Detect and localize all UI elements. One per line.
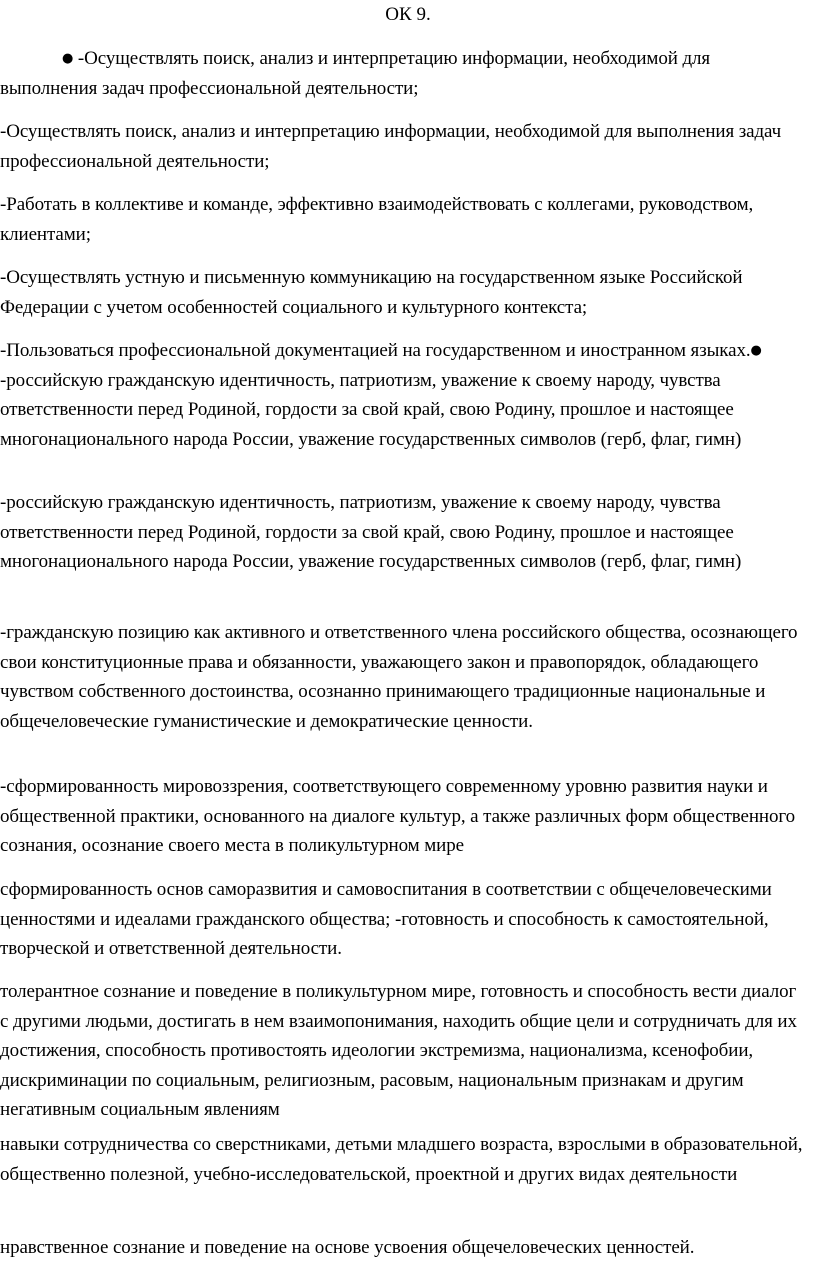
document-heading: ОК 9. [385, 4, 431, 25]
paragraph-10-text: толерантное сознание и поведение в поликультурном мире, готовность и способность вести диалог с другими людьми, достигать в нем взаимопонимания, находить общие цели и сотрудничать для их достижения, способность противостоять идеологии экстремизма, национализма, ксенофобии, дискриминации по социальным, религиозным, расовым, национальным признакам и другим негативным социальным явлениям [0, 981, 797, 1120]
paragraph-12 [0, 1233, 808, 1263]
paragraph-7 [0, 618, 808, 736]
paragraph-8-text: -сформированность мировоззрения, соответствующего современному уровню развития науки и общественной практики, основанного на диалоге культур, а также различных форм общественного сознания, осознание своего места в поликультурном мире [0, 776, 796, 856]
paragraph-3 [0, 190, 808, 249]
paragraph-4-text: -Осуществлять устную и письменную коммуникацию на государственном языке Российской Федерации с учетом особенностей социального и культурного контекста; [0, 267, 743, 318]
paragraph-4 [0, 263, 808, 322]
paragraph-9 [0, 875, 808, 964]
paragraph-2 [0, 117, 808, 176]
paragraph-8 [0, 772, 808, 861]
paragraph-11 [0, 1130, 808, 1189]
paragraph-9-text: сформированность основ саморазвития и самовоспитания в соответствии с общечеловеческими ценностями и идеалами гражданского общества; -готовность и способность к самостоятельной, творческой и ответственной деятельности. [0, 879, 772, 959]
paragraph-10 [0, 977, 808, 1125]
paragraph-11-text: навыки сотрудничества со сверстниками, детьми младшего возраста, взрослыми в образовательной, общественно полезной, учебно-исследовательской, проектной и других видах деятельности [0, 1134, 803, 1185]
paragraph-3-text: -Работать в коллективе и команде, эффективно взаимодействовать с коллегами, руководством, клиентами; [0, 194, 754, 245]
paragraph-5-text-after: -российскую гражданскую идентичность, патриотизм, уважение к своему народу, чувства ответственности перед Родиной, гордости за свой край, свою Родину, прошлое и настоящее многонационального народа России, уважение государственных символов (герб, флаг, гимн) [0, 369, 742, 450]
paragraph-6-text: -российскую гражданскую идентичность, патриотизм, уважение к своему народу, чувства ответственности перед Родиной, гордости за свой край, свою Родину, прошлое и настоящее многонационального народа России, уважение государственных символов (герб, флаг, гимн) [0, 492, 742, 572]
bullet-icon: ● [62, 51, 74, 66]
paragraph-2-text: -Осуществлять поиск, анализ и интерпретацию информации, необходимой для выполнения задач профессиональной деятельности; [0, 121, 782, 172]
paragraph-5-text-before: -Пользоваться профессиональной документацией на государственном и иностранном языках. [0, 340, 751, 361]
paragraph-1-text: -Осуществлять поиск, анализ и интерпретацию информации, необходимой для выполнения задач профессиональной деятельности; [0, 48, 711, 99]
paragraph-7-text: -гражданскую позицию как активного и ответственного члена российского общества, осознающего свои конституционные права и обязанности, уважающего закон и правопорядок, обладающего чувством собственного достоинства, осознанно принимающего традиционные национальные и общечеловеческие гуманистические и демократические ценности. [0, 622, 798, 732]
paragraph-6 [0, 488, 808, 577]
paragraph-1 [0, 44, 808, 103]
paragraph-12-text: нравственное сознание и поведение на основе усвоения общечеловеческих ценностей. [0, 1237, 695, 1258]
paragraph-5 [0, 336, 808, 454]
bullet-icon: ● [750, 343, 762, 358]
